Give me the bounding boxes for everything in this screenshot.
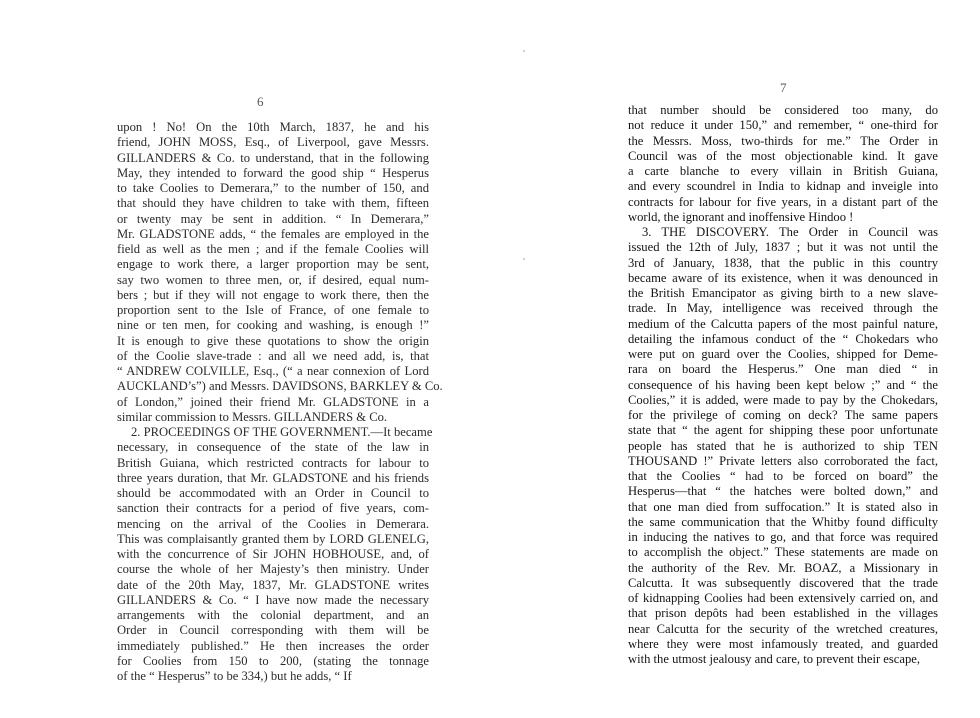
text-line: that one man died from suffocation.” It is stated also in xyxy=(628,499,938,514)
text-line: upon ! No! On the 10th March, 1837, he and his xyxy=(117,120,429,134)
page-number-left: 6 xyxy=(257,94,264,109)
text-line: engage to work there, a larger proportion may be sent, xyxy=(117,257,429,272)
text-line: to accomplish the object.” These statements are made on xyxy=(628,545,938,560)
text-line: of the “ Hesperus” to be 334,) but he adds, “ If xyxy=(117,669,352,683)
text-line: proportion sent to the Isle of France, of one female to xyxy=(117,303,429,317)
text-line: “ ANDREW COLVILLE, Esq., (“ a near connexion of Lord xyxy=(117,364,429,378)
text-line: similar commission to Messrs. GILLANDERS & Co. xyxy=(117,409,388,424)
text-line: for Coolies from 150 to 200, (stating the tonnage xyxy=(117,653,429,668)
text-line: that should they have children to take with them, fifteen xyxy=(117,196,429,211)
text-line: 3rd of January, 1838, that the public in this country xyxy=(628,255,938,270)
text-line: This was complaisantly granted them by LORD GLENELG, xyxy=(117,531,429,546)
text-line: field as well as the men ; and if the female Coolies will xyxy=(117,242,429,256)
text-line: nine or ten men, for cooking and washing, is enough !” xyxy=(117,318,429,333)
text-line: mencing on the arrival of the Coolies in Demerara. xyxy=(117,516,429,531)
text-line: bers ; but if they will not engage to work there, then the xyxy=(117,287,429,302)
text-line: with the utmost jealousy and care, to prevent their escape, xyxy=(628,652,921,666)
text-line: It is enough to give these quotations to show the origin xyxy=(117,333,429,348)
text-line: the authority of the Rev. Mr. BOAZ, a Missionary in xyxy=(628,560,938,575)
text-line: friend, JOHN MOSS, Esq., of Liverpool, gave Messrs. xyxy=(117,135,429,150)
text-line: that prison depôts had been established in the villages xyxy=(628,606,938,621)
text-line: the British Emancipator as giving birth to a new slave- xyxy=(628,286,938,300)
text-line: where they were most infamously treated, and guarded xyxy=(628,636,938,651)
text-line: rara on board the Hesperus.” One man died “ in xyxy=(628,362,938,377)
text-line: course the whole of her Majesty’s then ministry. Under xyxy=(117,562,429,577)
text-line: Coolies,” it is added, were made to pay by the Chokedars, xyxy=(628,392,938,407)
text-line: in inducing the natives to go, and that force was required xyxy=(628,530,938,544)
text-line: May, they intended to forward the good ship “ Hesperus xyxy=(117,165,429,180)
right-page-text xyxy=(628,103,938,667)
text-line: became aware of its existence, when it was denounced in xyxy=(628,270,938,285)
text-line: Calcutta. It was subsequently discovered that the trade xyxy=(628,575,938,590)
text-line: with the concurrence of Sir JOHN HOBHOUSE, and, of xyxy=(117,547,429,561)
text-line: immediately published.” He then increases the order xyxy=(117,638,429,653)
text-line: the Messrs. Moss, two-thirds for me.” The Order in xyxy=(628,133,938,148)
left-page-text xyxy=(117,120,443,684)
text-line: not reduce it under 150,” and remember, “ one-third for xyxy=(628,118,938,133)
text-line: British Guiana, which restricted contracts for labour to xyxy=(117,455,429,470)
text-line: should be accommodated with an Order in Council to xyxy=(117,486,429,500)
text-line: Mr. GLADSTONE adds, “ the females are employed in the xyxy=(117,226,429,241)
text-line: THOUSAND !” Private letters also corroborated the fact, xyxy=(628,453,938,468)
text-line: that number should be considered too many, do xyxy=(628,103,938,117)
text-line: GILLANDERS & Co. to understand, that in the following xyxy=(117,150,429,165)
text-line: sanction their contracts for a period of five years, com- xyxy=(117,501,429,516)
page-number-right: 7 xyxy=(780,80,787,95)
text-line: detailing the infamous conduct of the “ Chokedars who xyxy=(628,331,938,346)
text-line: trade. In May, intelligence was received through the xyxy=(628,301,938,316)
text-line: necessary, in consequence of the state of the law in xyxy=(117,440,429,455)
text-line: Council was of the most objectionable kind. It gave xyxy=(628,148,938,163)
text-line: of the Coolie slave-trade : and all we need add, is, that xyxy=(117,348,429,363)
text-line: AUCKLAND’s”) and Messrs. DAVIDSONS, BARKLEY & Co. xyxy=(117,379,443,394)
text-line: people has stated that he is authorized to ship TEN xyxy=(628,438,938,453)
gutter-mark xyxy=(523,258,525,260)
text-line: the same communication that the Whitby found difficulty xyxy=(628,514,938,529)
text-line: Hesperus—that “ the hatches were bolted down,” and xyxy=(628,484,938,499)
text-line: to take Coolies to Demerara,” to the number of 150, and xyxy=(117,181,429,195)
text-line: of London,” joined their friend Mr. GLADSTONE in a xyxy=(117,394,429,409)
text-line: medium of the Calcutta papers of the most painful nature, xyxy=(628,316,938,331)
text-line: a carte blanche to every villain in British Guiana, xyxy=(628,164,938,178)
text-line: and every scoundrel in India to kidnap and inveigle into xyxy=(628,179,938,194)
text-line: of kidnapping Coolies had been extensively carried on, and xyxy=(628,591,938,605)
text-line: arrangements with the colonial department, and an xyxy=(117,608,429,622)
text-line: say two women to three men, or, if desired, equal num- xyxy=(117,272,429,287)
text-line: issued the 12th of July, 1837 ; but it was not until the xyxy=(628,240,938,255)
text-line: date of the 20th May, 1837, Mr. GLADSTONE writes xyxy=(117,577,429,592)
text-line: for the privilege of coming on deck? The same papers xyxy=(628,408,938,422)
text-line: near Calcutta for the security of the wretched creatures, xyxy=(628,621,938,636)
text-line: were put on guard over the Coolies, shipped for Deme- xyxy=(628,347,938,361)
text-line: state that “ the agent for shipping these poor unfortunate xyxy=(628,423,938,438)
text-line: Order in Council corresponding with them will be xyxy=(117,623,429,638)
gutter-mark xyxy=(523,50,525,52)
text-line: 2. PROCEEDINGS OF THE GOVERNMENT.—It became xyxy=(131,425,433,439)
text-line: world, the ignorant and inoffensive Hindoo ! xyxy=(628,209,854,224)
text-line: contracts for labour for five years, in a distant part of the xyxy=(628,194,938,209)
text-line: that the Coolies “ had to be forced on board” the xyxy=(628,469,938,483)
text-line: 3. THE DISCOVERY. The Order in Council was xyxy=(642,225,938,239)
text-line: three years duration, that Mr. GLADSTONE and his friends xyxy=(117,470,429,485)
text-line: or twenty may be sent in addition. “ In Demerara,” xyxy=(117,211,429,226)
text-line: consequence of his having been kept below ;” and “ the xyxy=(628,377,938,392)
text-line: GILLANDERS & Co. “ I have now made the necessary xyxy=(117,592,429,607)
